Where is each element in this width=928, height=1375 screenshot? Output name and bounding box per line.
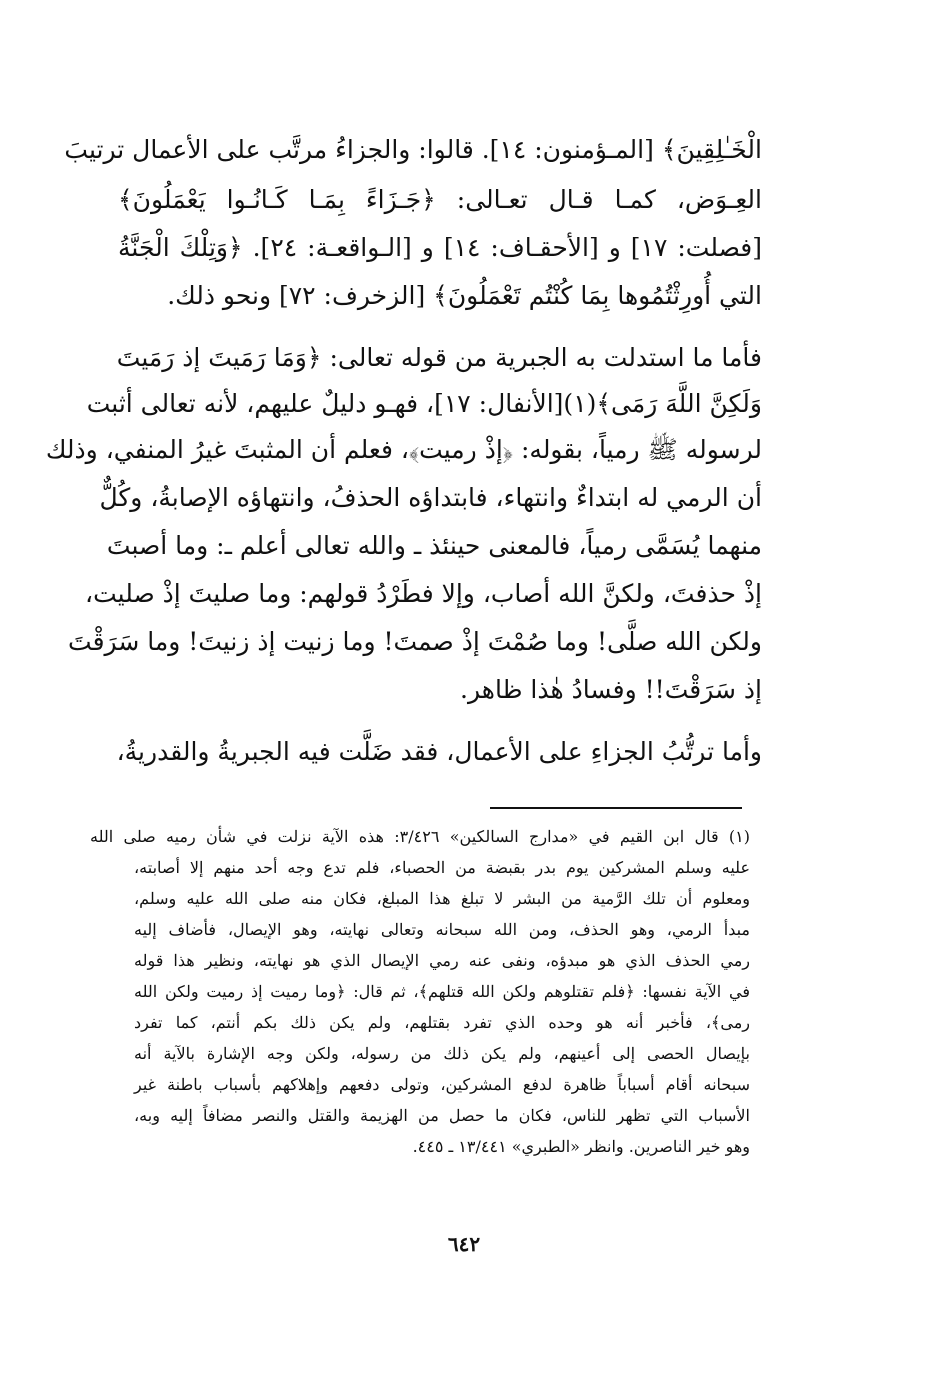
text-line: لرسوله ﷺ رمياً، بقوله: ﴿إذْ رميت﴾، فعلم أن المثبتَ غيرُ المنفي، وذلك [45,435,762,464]
footnote-line: رمي الحذف الذي هو مبدؤه، ونفى عنه رمي الإيصال الذي هو نهايته، ونظير هذا قوله [134,951,750,970]
text-line: أن الرمي له ابتداءٌ وانتهاء، فابتداؤه الحذفُ، وانتهاؤه الإصابةُ، وكُلٌّ [99,483,762,512]
text-line: [فصلت: ١٧] و [الأحقـاف: ١٤] و [الـواقعـة: ٢٤]. ﴿وَتِلْكَ الْجَنَّةُ [118,233,762,262]
text-line: العِـوَض، كمـا قـال تعـالى: ﴿جَـزَاءً بِمَـا كَـانُـوا يَعْمَلُونَ﴾ [118,185,762,214]
footnote-line: بإيصال الحصى إلى أعينهم، ولم يكن ذلك من رسوله، ولكن وجه الإشارة بالآية أنه [134,1044,750,1063]
text-line: وأما ترتُّبُ الجزاءِ على الأعمال، فقد ضَلَّت فيه الجبريةُ والقدريةُ، [116,737,762,766]
footnote-line: مبدأ الرمي، وهو الحذف، ومن الله سبحانه وتعالى نهايته، وهو الإيصال، فأضاف إليه [134,920,750,939]
text-line: إذ سَرَقْتَ!! وفسادُ هٰذا ظاهر. [460,675,762,704]
text-line: إذْ حذفتَ، ولكنَّ الله أصاب، وإلا فطَرْدُ قولهم: وما صليتَ إذْ صليت، [85,579,762,608]
footnote-line: (١) قال ابن القيم في «مدارج السالكين» ٣/٤٢٦: هذه الآية نزلت في شأن رميه صلى الله [90,827,750,846]
footnote-line: ومعلوم أن تلك الرَّمية من البشر لا تبلغ هذا المبلغ، فكان منه صلى الله عليه وسلم، [134,889,750,908]
text-line: ولكن الله صلَّى! وما صُمْتَ إذْ صمتَ! وما زنيت إذ زنيتَ! وما سَرَقْتَ [68,627,762,656]
text-line: فأما ما استدلت به الجبرية من قوله تعالى: ﴿وَمَا رَمَيتَ إذ رَمَيتَ [116,343,762,372]
footnote-line: الأسباب التي تظهر للناس، فكان ما حصل من الهزيمة والقتل والنصر مضافاً إليه وبه، [134,1106,750,1125]
footnote-line: في الآية نفسها: ﴿فلم تقتلوهم ولكن الله قتلهم﴾، ثم قال: ﴿وما رميت إذ رميت ولكن الله [134,982,751,1001]
text-line: منهما يُسَمَّى رمياً، فالمعنى حينئذ ـ والله تعالى أعلم ـ: وما أصبتَ [106,531,762,560]
footnote-line: سبحانه أقام أسباباً ظاهرة لدفع المشركين، وتولى دفعهم وإهلاكهم بأسباب باطنة غير [134,1075,750,1094]
footnote-line: رمى﴾، فأخبر أنه هو وحده الذي تفرد بقتلهم، ولم يكن ذلك بكم أنتم، كما تفرد [134,1013,750,1032]
footnote-divider [490,807,742,809]
text-line: وَلَكِنَّ اللَّهَ رَمَى﴾(١)[الأنفال: ١٧]، فهـو دليلٌ عليهم، لأنه تعالى أثبت [86,389,762,418]
footnote-line: عليه وسلم المشركين يوم بدر بقبضة من الحصباء، فلم تدع وجه أحد منهم إلا أصابته، [134,858,750,877]
text-line: الْخَـٰلِقِينَ﴾ [المـؤمنون: ١٤]. قالوا: والجزاءُ مرتَّب على الأعمال ترتيبَ [64,135,762,164]
page-number: ٦٤٢ [447,1232,481,1256]
footnote-line: وهو خير الناصرين. وانظر «الطبري» ١٣/٤٤١ ـ ٤٤٥. [412,1137,750,1156]
text-line: التي أُورِثْتُمُوها بِمَا كُنْتُم تَعْمَلُونَ﴾ [الزخرف: ٧٢] ونحو ذلك. [167,281,762,310]
